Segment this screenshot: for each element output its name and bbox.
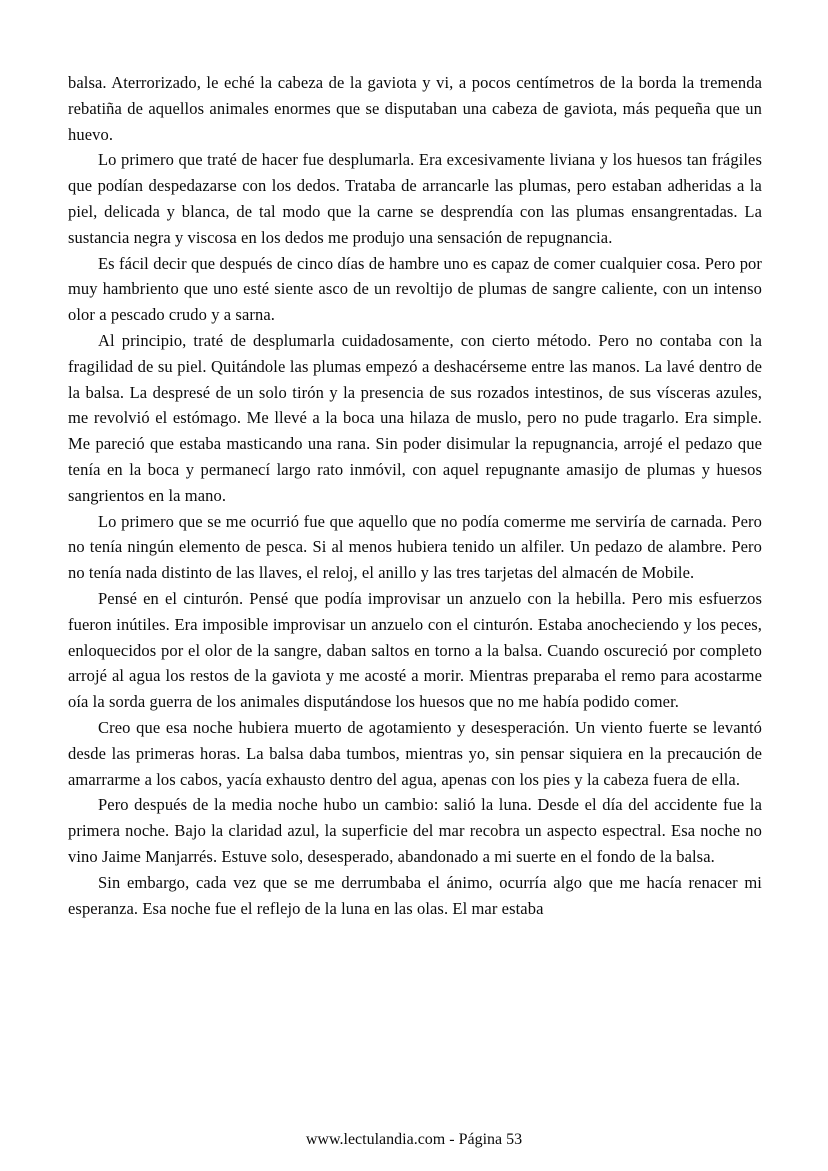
paragraph: Pero después de la media noche hubo un cambio: salió la luna. Desde el día del accidente fue la primera noche. Bajo la claridad azul, la superficie del mar recobra un aspecto espectral. Esa noche no vino Jaime Manjarrés. Estuve solo, desesperado, abandonado a mi suerte en el fondo de la balsa.	[68, 795, 762, 866]
paragraph: Creo que esa noche hubiera muerto de agotamiento y desesperación. Un viento fuerte se levantó desde las primeras horas. La balsa daba tumbos, mientras yo, sin pensar siquiera en la precaución de amarrarme a los cabos, yacía exhausto dentro del agua, apenas con los pies y la cabeza fuera de ella.	[68, 717, 762, 789]
body-text	[68, 70, 762, 921]
page-footer: www.lectulandia.com - Página 53	[305, 1131, 523, 1148]
paragraph: Es fácil decir que después de cinco días de hambre uno es capaz de comer cualquier cosa. Pero por muy hambriento que uno esté siente asco de un revoltijo de plumas de sangre caliente, con un intenso olor a pescado crudo y a sarna.	[68, 253, 762, 325]
paragraph: balsa. Aterrorizado, le eché la cabeza de la gaviota y vi, a pocos centímetros de la borda la tremenda rebatiña de aquellos animales enormes que se disputaban una cabeza de gaviota, más pequeña que un huevo.	[68, 73, 762, 144]
paragraph: Pensé en el cinturón. Pensé que podía improvisar un anzuelo con la hebilla. Pero mis esfuerzos fueron inútiles. Era imposible improvisar un anzuelo con el cinturón. Estaba anocheciendo y los peces, enloquecidos por el olor de la sangre, daban saltos en torno a la balsa. Cuando oscureció por completo arrojé al agua los restos de la gaviota y me acosté a morir. Mientras preparaba el remo para acostarme oía la sorda guerra de los animales disputándose los huesos que no me había podido comer.	[68, 588, 762, 712]
paragraph: Lo primero que traté de hacer fue desplumarla. Era excesivamente liviana y los huesos tan frágiles que podían despedazarse con los dedos. Trataba de arrancarle las plumas, pero estaban adheridas a la piel, delicada y blanca, de tal modo que la carne se desprendía con las plumas ensangrentadas. La sustancia negra y viscosa en los dedos me produjo una sensación de repugnancia.	[68, 150, 762, 247]
paragraph: Lo primero que se me ocurrió fue que aquello que no podía comerme me serviría de carnada. Pero no tenía ningún elemento de pesca. Si al menos hubiera tenido un alfiler. Un pedazo de alambre. Pero no tenía nada distinto de las llaves, el reloj, el anillo y las tres tarjetas del almacén de Mobile.	[68, 511, 762, 583]
paragraph: Al principio, traté de desplumarla cuidadosamente, con cierto método. Pero no contaba con la fragilidad de su piel. Quitándole las plumas empezó a deshacérseme entre las manos. La lavé dentro de la balsa. La despresé de un solo tirón y la presencia de sus rozados intestinos, de sus vísceras azules, me revolvió el estómago. Me llevé a la boca una hilaza de muslo, pero no pude tragarlo. Era simple. Me pareció que estaba masticando una rana. Sin poder disimular la repugnancia, arrojé el pedazo que tenía en la boca y permanecí largo rato inmóvil, con aquel repugnante amasijo de plumas y huesos sangrientos en la mano.	[68, 330, 762, 505]
paragraph: Sin embargo, cada vez que se me derrumbaba el ánimo, ocurría algo que me hacía renacer mi esperanza. Esa noche fue el reflejo de la luna en las olas. El mar estaba	[68, 872, 762, 918]
